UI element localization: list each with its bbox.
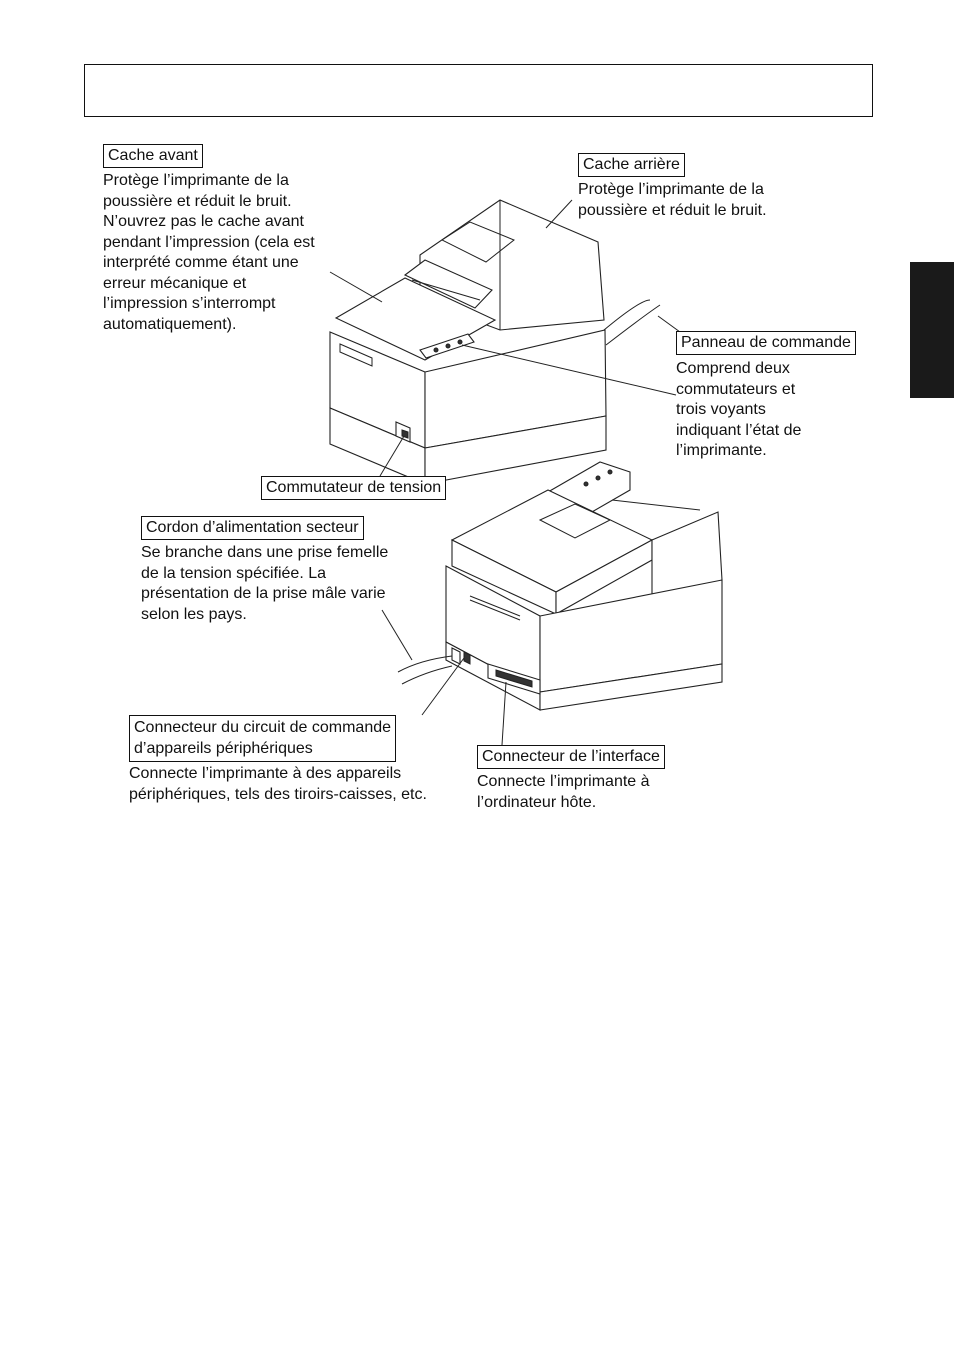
interface-connector-label: Connecteur de l’interface [477,745,665,769]
power-switch-label: Commutateur de tension [261,476,446,500]
interface-connector-description: Connecte l’imprimante à l’ordinateur hôte. [477,773,650,811]
peripheral-connector-description: Connecte l’imprimante à des appareils périphériques, tels des tiroirs-caisses, etc. [129,765,427,803]
power-cord-description: Se branche dans une prise femelle de la tension spécifiée. La présentation de la prise mâle varie selon les pays. [141,544,389,623]
rear-cover-label: Cache arrière [578,153,685,177]
peripheral-connector-label: Connecteur du circuit de commande d’appareils périphériques [129,715,396,762]
control-panel-label: Panneau de commande [676,331,856,355]
printer-front-view [330,200,660,484]
power-cord-label: Cordon d’alimentation secteur [141,516,364,540]
control-panel-description: Comprend deux commutateurs et trois voyants indiquant l’état de l’imprimante. [676,360,802,459]
rear-cover-description: Protège l’imprimante de la poussière et réduit le bruit. [578,181,767,219]
printer-rear-view [398,462,722,710]
front-cover-label: Cache avant [103,144,203,168]
front-cover-description: Protège l’imprimante de la poussière et réduit le bruit. N’ouvrez pas le cache avant pendant l’impression (cela est interprété comme étant une erreur mécanique et l’impression s’interrompt automatiquement). [103,172,315,333]
